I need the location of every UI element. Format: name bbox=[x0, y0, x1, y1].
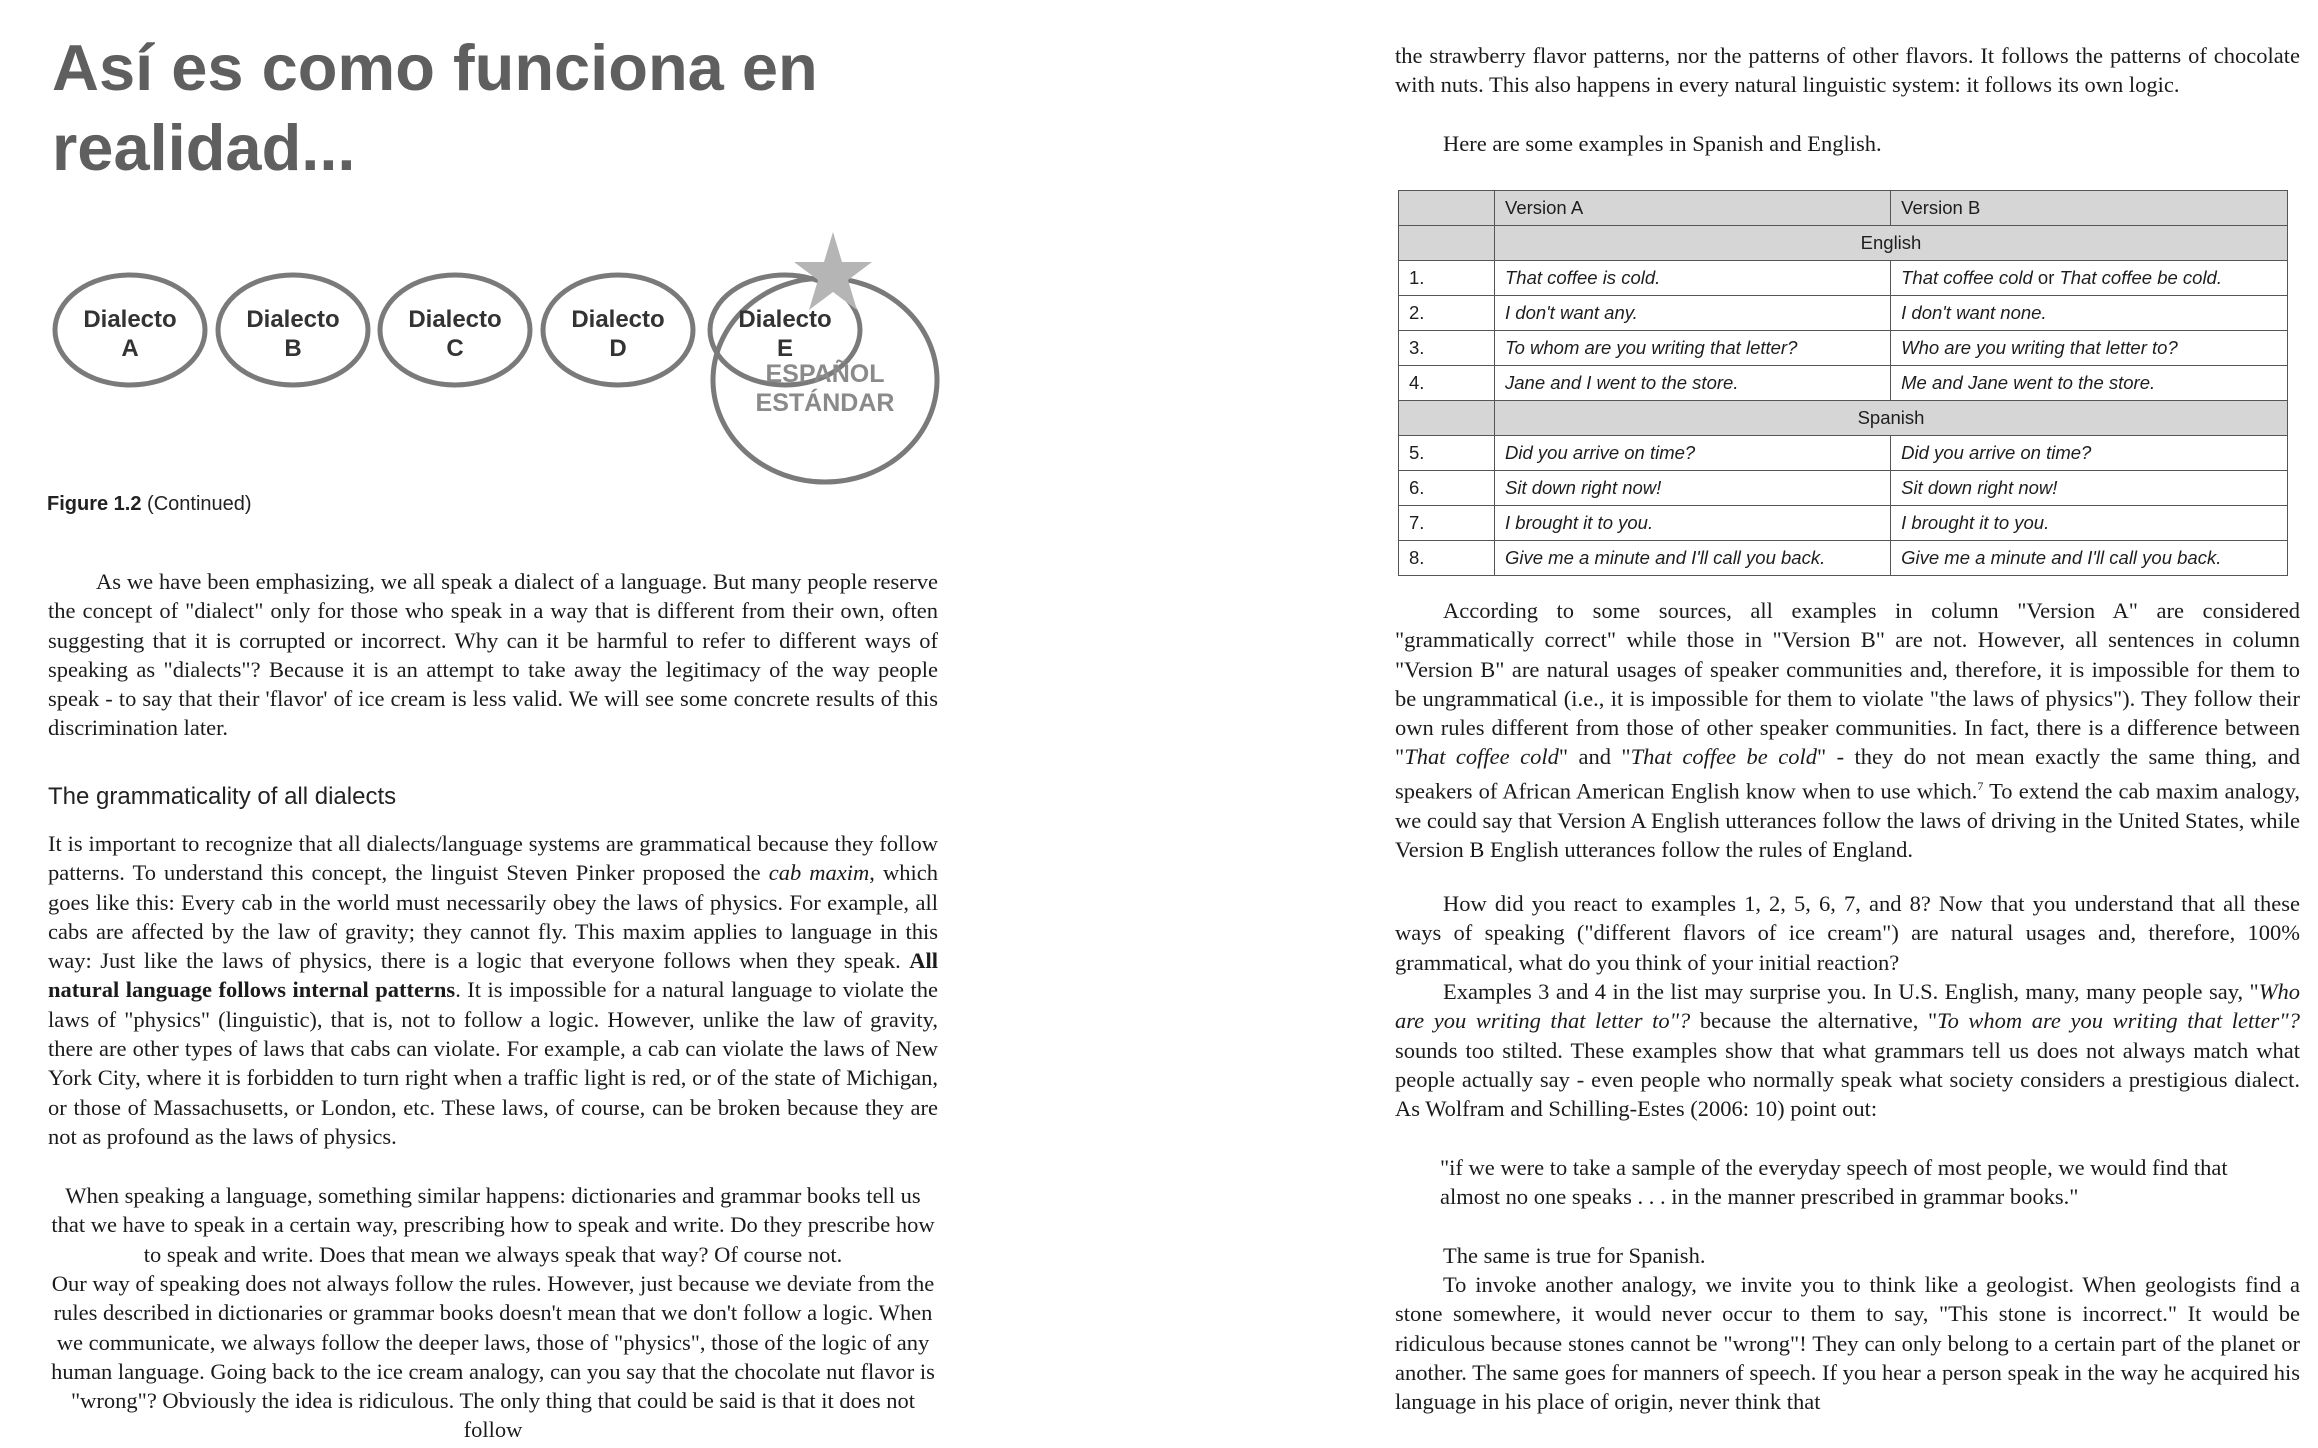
version-a-cell bbox=[1495, 541, 1891, 576]
row-number: 3. bbox=[1399, 331, 1495, 366]
text-run: To extend the cab maxim analogy, we could say that Version A English utterances follow the laws of driving in the United States, while Version B English utterances follow the rules of England. bbox=[1395, 778, 2300, 862]
version-a-cell bbox=[1495, 506, 1891, 541]
text-emphasis: That coffee be cold bbox=[1630, 744, 1817, 770]
table-header-row bbox=[1399, 191, 2288, 226]
text-emphasis: That coffee cold bbox=[1404, 744, 1559, 770]
text-emphasis: cab maxim bbox=[768, 860, 870, 886]
text-strong: All natural language follows internal patterns bbox=[48, 948, 938, 1003]
version-b-text: Sit down right now! bbox=[1901, 477, 2058, 498]
dialect-d-label1: Dialecto bbox=[571, 306, 665, 333]
version-a-text: Jane and I went to the store. bbox=[1505, 372, 1739, 393]
paragraph-grammar-books: When speaking a language, something similar happens: dictionaries and grammar books tell us that we have to speak in a certain way, prescribing how to speak and write. Do they prescribe how to speak and write. Does that mean we always speak that way? Of course not. bbox=[51, 1183, 935, 1267]
block-quote: "if we were to take a sample of the everyday speech of most people, we would find that almost no one speaks . . . in the manner prescribed in grammar books." bbox=[1440, 1155, 2228, 1210]
paragraph-geologist: To invoke another analogy, we invite you to think like a geologist. When geologists find a stone somewhere, it would never occur to them to say, "This stone is incorrect." It would be ridiculous because stones cannot be "wrong"! They can only belong to a certain part of the planet or another. The same goes for manners of speech. If you hear a person speak in the way he acquired his language in his place of origin, never think that bbox=[1395, 1272, 2300, 1415]
section-heading: The grammaticality of all dialects bbox=[48, 783, 397, 810]
version-b-cell bbox=[1891, 436, 2288, 471]
table-row bbox=[1399, 541, 2288, 576]
version-a-text: I don't want any. bbox=[1505, 302, 1638, 323]
left-page bbox=[0, 0, 1000, 1448]
version-a-text: Did you arrive on time? bbox=[1505, 442, 1696, 463]
table-row bbox=[1399, 436, 2288, 471]
paragraph-reaction: How did you react to examples 1, 2, 5, 6, 7, and 8? Now that you understand that all these ways of speaking ("different flavors of ice cream") are natural usages and, therefore, 100% grammatical, what do you think of your initial reaction? bbox=[1395, 891, 2300, 975]
text-run: It is important to recognize that all dialects/language systems are grammatical because they follow patterns. To understand this concept, the linguist Steven Pinker proposed the bbox=[48, 831, 938, 886]
row-number: 2. bbox=[1399, 296, 1495, 331]
version-b-cell bbox=[1891, 296, 2288, 331]
figure-number: Figure 1.2 bbox=[47, 493, 142, 515]
paragraph-spanish: The same is true for Spanish. bbox=[1443, 1243, 1706, 1268]
table-row bbox=[1399, 296, 2288, 331]
version-a-text: That coffee is cold. bbox=[1505, 267, 1661, 288]
version-a-text: To whom are you writing that letter? bbox=[1505, 337, 1798, 358]
column-header-version-b: Version B bbox=[1891, 191, 2288, 226]
row-number: 5. bbox=[1399, 436, 1495, 471]
version-b-cell bbox=[1891, 506, 2288, 541]
table-row bbox=[1399, 366, 2288, 401]
version-a-cell bbox=[1495, 261, 1891, 296]
paragraph-examples-intro: Here are some examples in Spanish and English. bbox=[1443, 131, 1882, 156]
version-b-text: Give me a minute and I'll call you back. bbox=[1901, 547, 2222, 568]
text-run: " - they do not mean exactly the same thing, and speakers of African American English know when to use which. bbox=[1395, 744, 2301, 804]
version-b-cell bbox=[1891, 541, 2288, 576]
dialect-b-label2: B bbox=[284, 335, 302, 362]
version-b-alt-text: That coffee be cold. bbox=[2059, 267, 2222, 288]
version-a-cell bbox=[1495, 366, 1891, 401]
section-spanish: Spanish bbox=[1495, 401, 2288, 436]
version-b-cell bbox=[1891, 331, 2288, 366]
version-b-connector: or bbox=[2032, 267, 2060, 288]
text-run: Examples 3 and 4 in the list may surprise you. In U.S. English, many, many people say, " bbox=[1443, 979, 2259, 1004]
row-number: 6. bbox=[1399, 471, 1495, 506]
text-run: , which goes like this: Every cab in the world must necessarily obey the laws of physics. For example, all cabs are affected by the law of gravity; they cannot fly. This maxim applies to language in this way: Just like the laws of physics, there is a logic that everyone follows when they speak. bbox=[48, 860, 938, 974]
row-number: 1. bbox=[1399, 261, 1495, 296]
paragraph-strawberry: the strawberry flavor patterns, nor the patterns of other flavors. It follows the patterns of chocolate with nuts. This also happens in every natural linguistic system: it follows its own logic. bbox=[1395, 43, 2300, 98]
page-title: Así es como funciona en realidad... bbox=[52, 31, 818, 184]
version-a-cell bbox=[1495, 471, 1891, 506]
version-b-text: That coffee cold bbox=[1901, 267, 2033, 288]
version-a-text: Give me a minute and I'll call you back. bbox=[1505, 547, 1826, 568]
section-english: English bbox=[1495, 226, 2288, 261]
table-cell bbox=[1399, 191, 1495, 226]
dialect-a-label1: Dialecto bbox=[83, 306, 177, 333]
text-run: . It is impossible for a natural language to violate the laws of "physics" (linguistic), that is, not to follow a logic. However, unlike the law of gravity, there are other types of laws that cabs can violate. For example, a cab can violate the laws of New York City, where it is forbidden to turn right when a traffic light is red, or of the state of Michigan, or those of Massachusetts, or London, etc. These laws, of course, can be broken because they are not as profound as the laws of physics. bbox=[48, 977, 938, 1149]
star-icon bbox=[794, 232, 872, 310]
text-emphasis: To whom are you writing that letter"? bbox=[1937, 1008, 2300, 1034]
standard-spanish-label2: ESTÁNDAR bbox=[755, 389, 895, 417]
version-a-text: I brought it to you. bbox=[1505, 512, 1654, 533]
version-a-cell bbox=[1495, 436, 1891, 471]
version-a-text: Sit down right now! bbox=[1505, 477, 1662, 498]
dialect-b-label1: Dialecto bbox=[246, 306, 340, 333]
version-b-cell bbox=[1891, 471, 2288, 506]
table-cell bbox=[1399, 226, 1495, 261]
row-number: 7. bbox=[1399, 506, 1495, 541]
table-cell bbox=[1399, 401, 1495, 436]
table-row bbox=[1399, 506, 2288, 541]
row-number: 4. bbox=[1399, 366, 1495, 401]
footnote-marker: 7 bbox=[1977, 778, 1984, 793]
dialect-a-label2: A bbox=[121, 335, 139, 362]
figure-caption bbox=[47, 493, 252, 516]
version-b-text: Did you arrive on time? bbox=[1901, 442, 2092, 463]
text-run: According to some sources, all examples in column "Version A" are considered "grammatically correct" while those in "Version B" are not. However, all sentences in column "Version B" are natural usages of speaker communities and, therefore, it is impossible for them to be ungrammatical (i.e., it is impossible for them to violate "the laws of physics"). They follow their own rules different from those of other speaker communities. In fact, there is a difference between " bbox=[1395, 598, 2300, 770]
version-b-text: I brought it to you. bbox=[1901, 512, 2050, 533]
version-b-cell bbox=[1891, 366, 2288, 401]
standard-spanish-label1: ESPAÑOL bbox=[765, 360, 885, 388]
dialect-c-label1: Dialecto bbox=[408, 306, 502, 333]
text-run: sounds too stilted. These examples show that what grammars tell us does not always match what people actually say - even people who normally speak what society considers a prestigious dialect. As Wolfram and Schilling-Estes (2006: 10) point out: bbox=[1395, 1037, 2300, 1122]
table-section-row bbox=[1399, 226, 2288, 261]
row-number: 8. bbox=[1399, 541, 1495, 576]
version-b-text: I don't want none. bbox=[1901, 302, 2047, 323]
text-run: because the alternative, " bbox=[1690, 1008, 1938, 1034]
version-a-cell bbox=[1495, 296, 1891, 331]
figure-caption-rest: (Continued) bbox=[141, 493, 252, 515]
version-b-cell bbox=[1891, 261, 2288, 296]
paragraph-dialect-concept: As we have been emphasizing, we all speak a dialect of a language. But many people reserve the concept of "dialect" only for those who speak in a way that is different from their own, often suggesting that it is corrupted or incorrect. Why can it be harmful to refer to different ways of speaking as "dialects"? Because it is an attempt to take away the legitimacy of the way people speak - to say that their 'flavor' of ice cream is less valid. We will see some concrete results of this discrimination later. bbox=[48, 569, 938, 741]
dialect-c-label2: C bbox=[446, 335, 464, 362]
text-emphasis: Who are you writing that letter to"? bbox=[1395, 979, 2300, 1034]
table-row bbox=[1399, 261, 2288, 296]
dialect-diagram bbox=[40, 225, 940, 490]
version-b-text: Who are you writing that letter to? bbox=[1901, 337, 2178, 358]
paragraph-deeper-laws: Our way of speaking does not always follow the rules. However, just because we deviate from the rules described in dictionaries or grammar books doesn't mean that we don't follow a logic. When we communicate, we always follow the deeper laws, those of "physics", those of the logic of any human language. Going back to the ice cream analogy, can you say that the chocolate nut flavor is "wrong"? Obviously the idea is ridiculous. The only thing that could be said is that it does not follow bbox=[51, 1271, 935, 1443]
dialect-e-label1: Dialecto bbox=[738, 306, 832, 333]
table-section-row bbox=[1399, 401, 2288, 436]
version-a-cell bbox=[1495, 331, 1891, 366]
paragraph-cab-maxim bbox=[48, 829, 938, 1151]
dialect-e-label2: E bbox=[776, 335, 794, 362]
column-header-version-a: Version A bbox=[1495, 191, 1891, 226]
examples-table bbox=[1398, 190, 2288, 576]
dialect-d-label2: D bbox=[609, 335, 627, 362]
table-row bbox=[1399, 331, 2288, 366]
text-run: " and " bbox=[1558, 744, 1631, 770]
table-row bbox=[1399, 471, 2288, 506]
version-b-text: Me and Jane went to the store. bbox=[1901, 372, 2156, 393]
